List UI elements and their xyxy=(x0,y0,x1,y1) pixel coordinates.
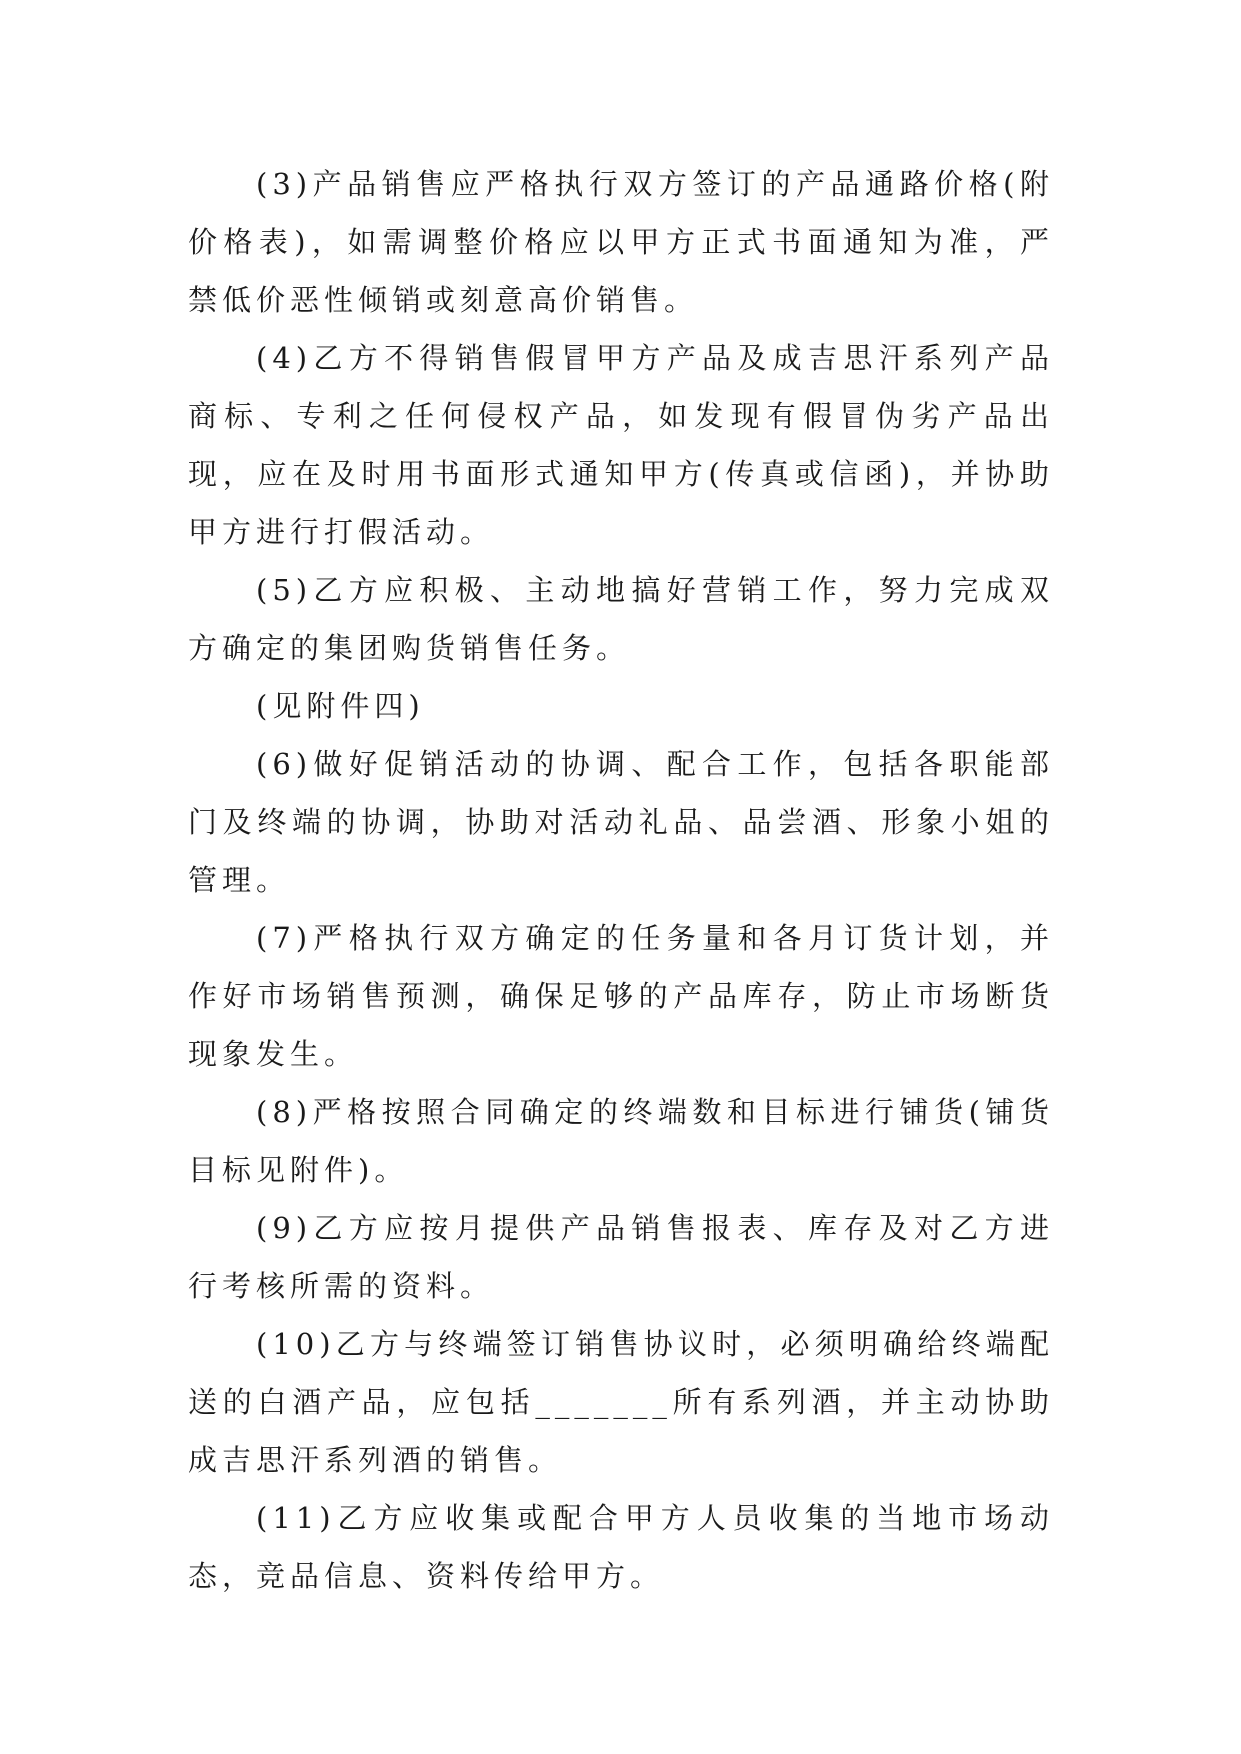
clause-4: (4)乙方不得销售假冒甲方产品及成吉思汗系列产品商标、专利之任何侵权产品，如发现有假冒伪劣产品出现，应在及时用书面形式通知甲方(传真或信函)，并协助甲方进行打假活动。 xyxy=(188,341,1054,549)
attachment-note: (见附件四) xyxy=(256,689,425,723)
clause-7: (7)严格执行双方确定的任务量和各月订货计划，并作好市场销售预测，确保足够的产品库存，防止市场断货现象发生。 xyxy=(188,921,1054,1071)
clause-5: (5)乙方应积极、主动地搞好营销工作，努力完成双方确定的集团购货销售任务。 xyxy=(188,573,1054,665)
clause-11: (11)乙方应收集或配合甲方人员收集的当地市场动态，竞品信息、资料传给甲方。 xyxy=(188,1501,1054,1593)
document-body xyxy=(188,155,1054,1605)
clause-9: (9)乙方应按月提供产品销售报表、库存及对乙方进行考核所需的资料。 xyxy=(188,1211,1054,1303)
clause-10: (10)乙方与终端签订销售协议时，必须明确给终端配送的白酒产品，应包括_______所有系列酒，并主动协助成吉思汗系列酒的销售。 xyxy=(188,1327,1054,1477)
clause-3: (3)产品销售应严格执行双方签订的产品通路价格(附价格表)，如需调整价格应以甲方正式书面通知为准，严禁低价恶性倾销或刻意高价销售。 xyxy=(188,167,1054,317)
clause-6: (6)做好促销活动的协调、配合工作，包括各职能部门及终端的协调，协助对活动礼品、品尝酒、形象小姐的管理。 xyxy=(188,747,1054,897)
clause-8: (8)严格按照合同确定的终端数和目标进行铺货(铺货目标见附件)。 xyxy=(188,1095,1054,1187)
